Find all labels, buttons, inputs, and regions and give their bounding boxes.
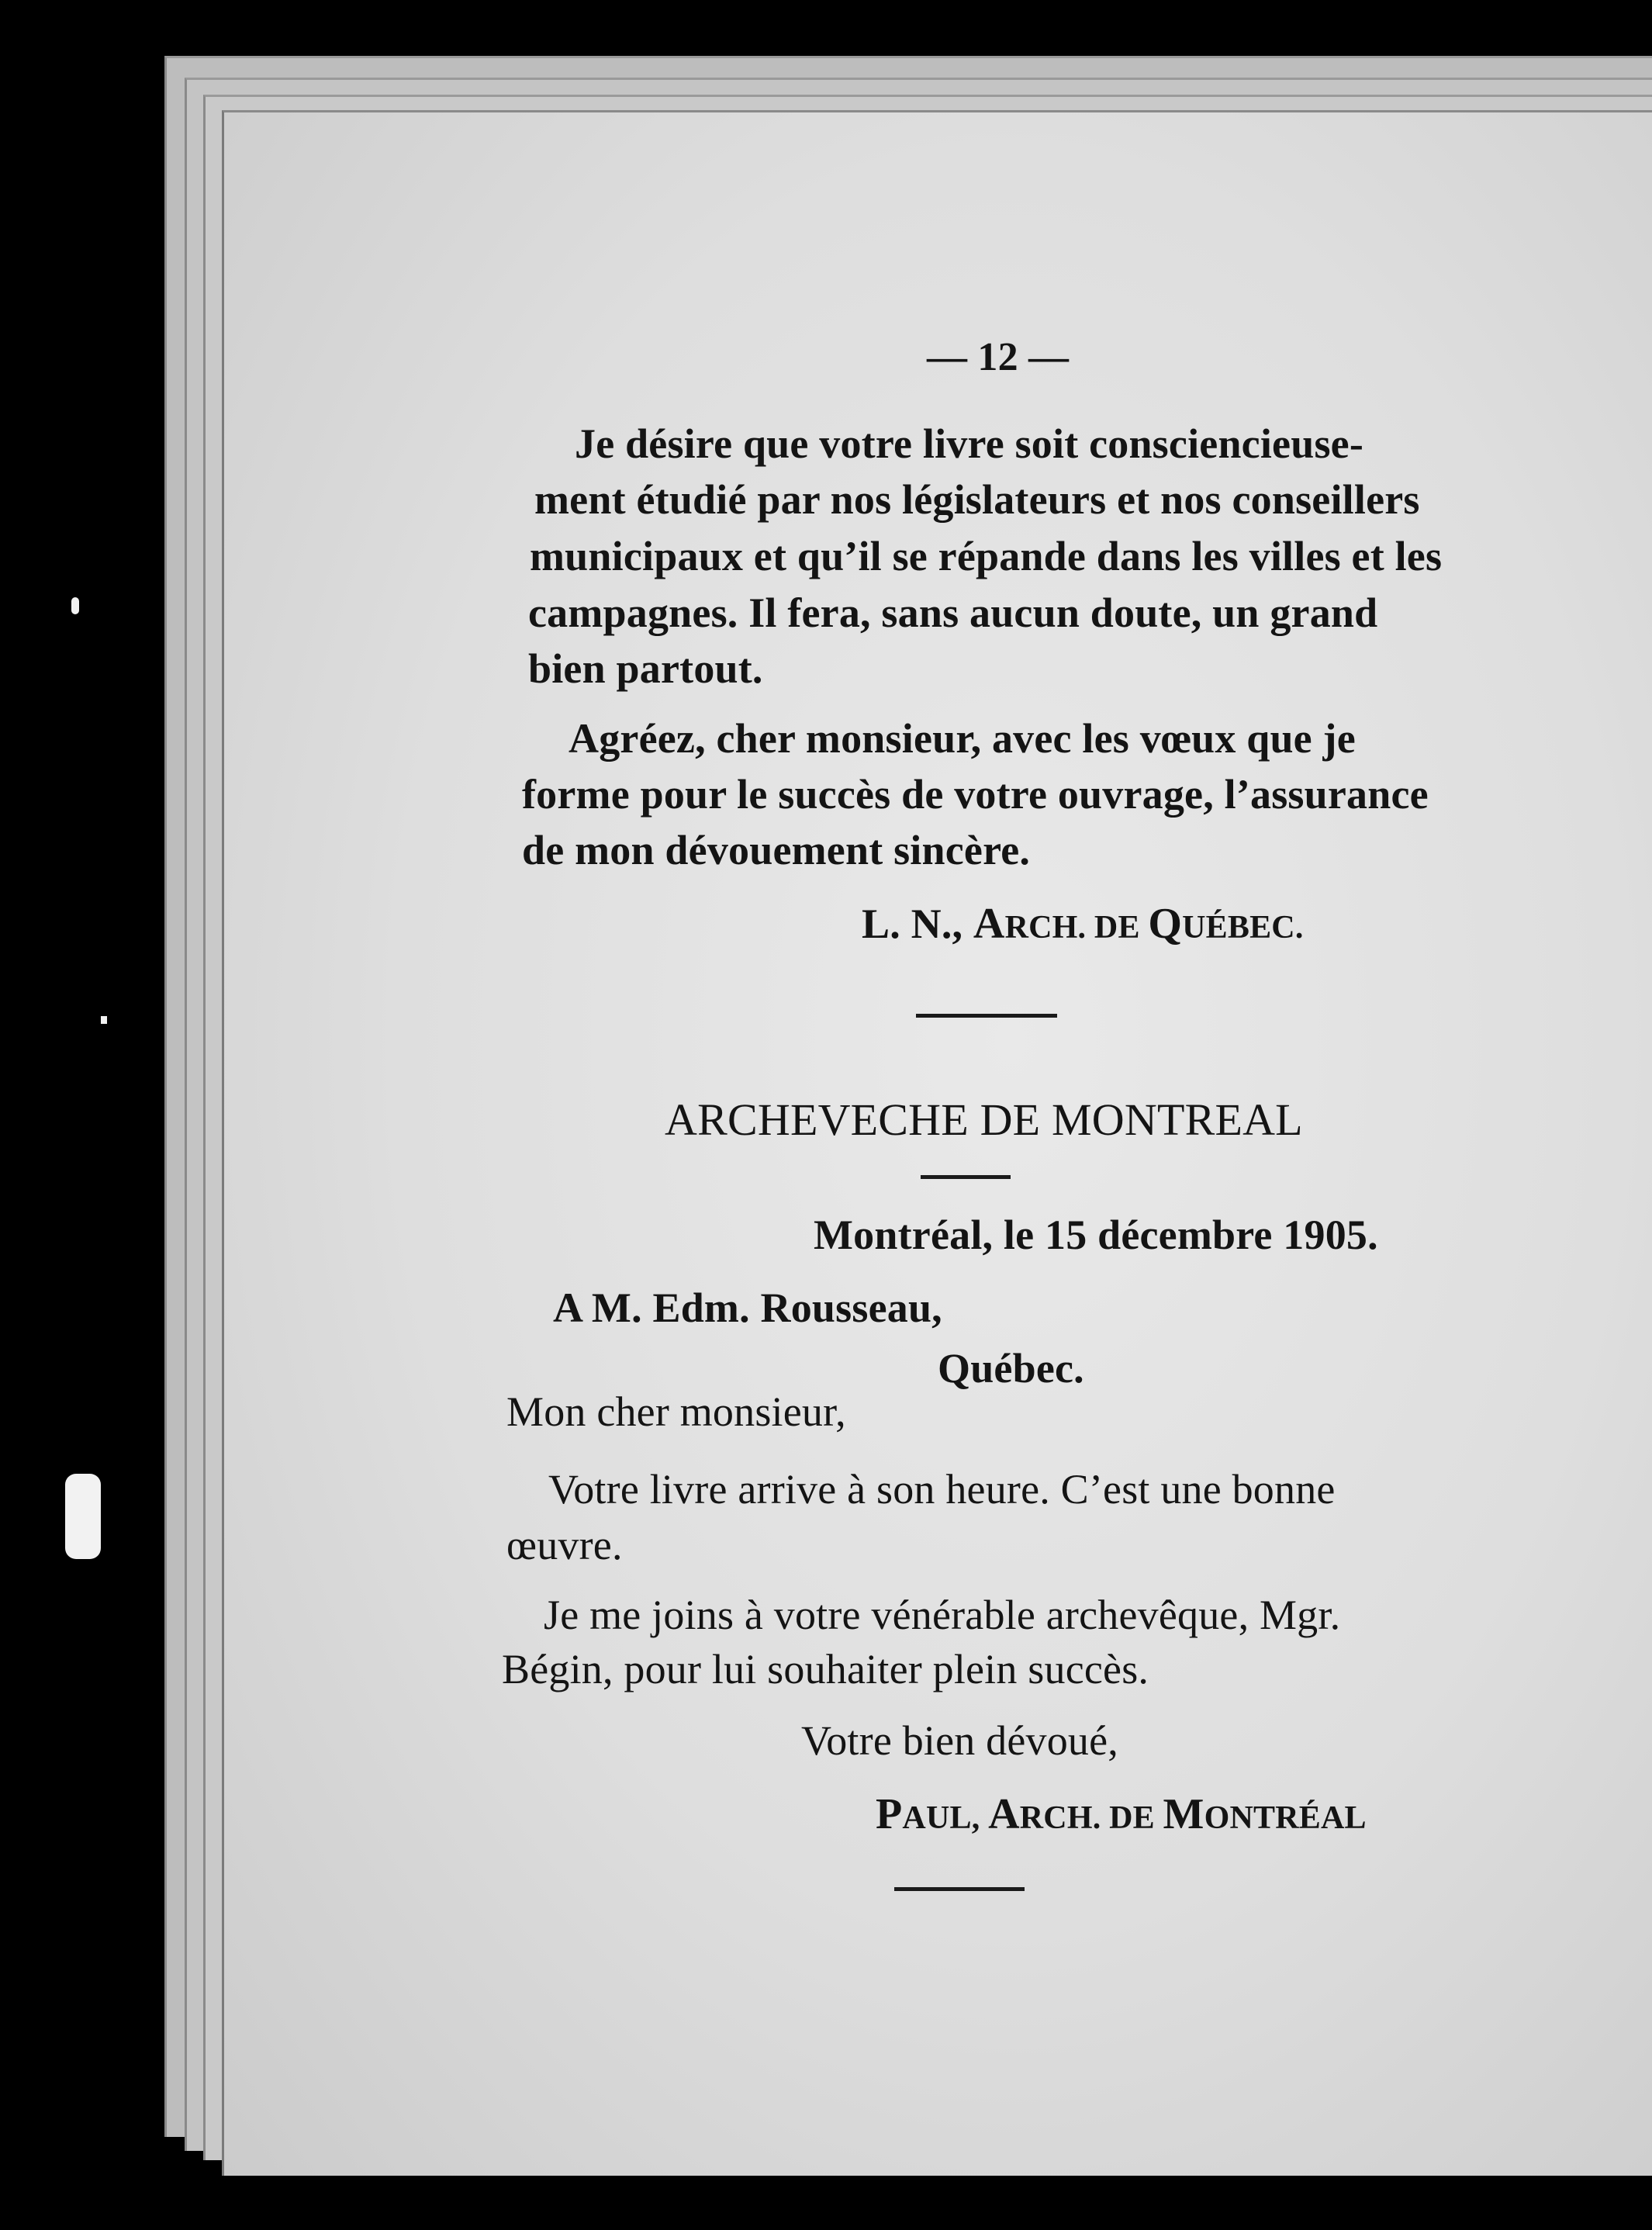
letter2-line-1: Votre livre arrive à son heure. C’est une bonne	[548, 1466, 1336, 1513]
letter1-line-3: municipaux et qu’il se répande dans les villes et les	[530, 533, 1443, 579]
page-number: — 12 —	[927, 335, 1070, 379]
letter1-line-1: Je désire que votre livre soit consciencieuse-	[575, 420, 1364, 467]
scan-speck	[71, 597, 79, 614]
letter2-line-4: Bégin, pour lui souhaiter plein succès.	[502, 1646, 1149, 1692]
letter1-line-8: de mon dévouement sincère.	[522, 827, 1031, 873]
letter2-line-3: Je me joins à votre vénérable archevêque, Mgr.	[544, 1592, 1341, 1638]
closing-divider	[894, 1887, 1025, 1891]
letter1-line-7: forme pour le succès de votre ouvrage, l’assurance	[522, 771, 1429, 818]
section-heading: ARCHEVECHE DE MONTREAL	[665, 1094, 1303, 1145]
letter2-addressee: A M. Edm. Rousseau,	[553, 1284, 942, 1331]
letter1-line-5: bien partout.	[528, 645, 763, 692]
letter2-line-2: œuvre.	[506, 1522, 623, 1568]
section-divider	[916, 1014, 1057, 1018]
document-page	[222, 110, 1652, 2176]
letter1-line-6: Agréez, cher monsieur, avec les vœux que je	[569, 715, 1356, 762]
letter1-line-2: ment étudié par nos législateurs et nos conseillers	[534, 476, 1420, 523]
letter2-date: Montréal, le 15 décembre 1905.	[814, 1212, 1378, 1258]
letter2-salutation: Mon cher monsieur,	[506, 1388, 846, 1435]
letter2-signature: PAUL, ARCH. DE MONTRÉAL	[876, 1790, 1367, 1838]
heading-underline	[921, 1175, 1011, 1179]
scan-speck	[101, 1016, 107, 1024]
letter1-line-4: campagnes. Il fera, sans aucun doute, un grand	[528, 589, 1378, 636]
letter2-closing: Votre bien dévoué,	[801, 1717, 1118, 1764]
letter1-signature: L. N., ARCH. DE QUÉBEC.	[862, 900, 1304, 948]
letter2-city: Québec.	[938, 1345, 1084, 1392]
scan-speck	[65, 1474, 101, 1559]
